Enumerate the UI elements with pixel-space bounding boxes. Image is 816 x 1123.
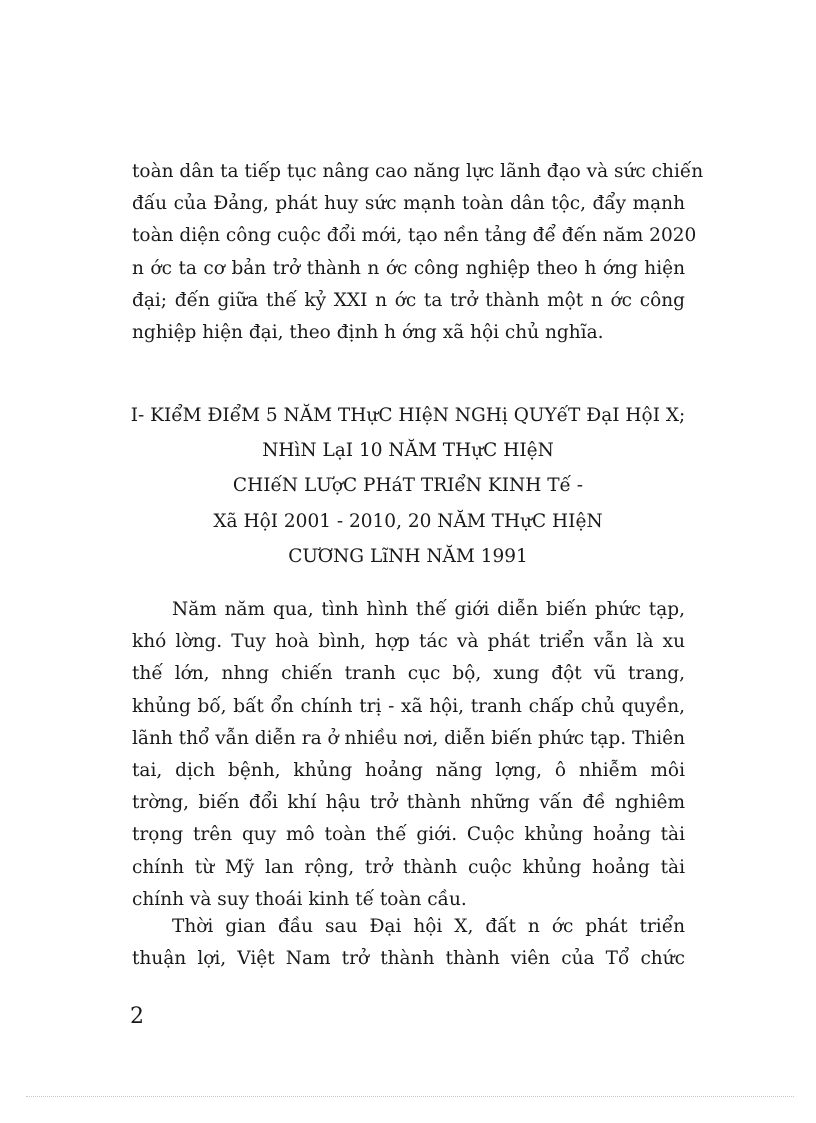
heading-line: CƯƠNG LĩNH NĂM 1991	[288, 545, 528, 567]
text-line: đại; đến giữa thế kỷ XXI n ớc ta trở thành một n ớc công	[132, 289, 685, 311]
text-line: tai, dịch bệnh, khủng hoảng năng lợng, ô nhiễm môi	[132, 759, 685, 781]
body-paragraph-1	[132, 594, 685, 916]
heading-line: Xã HộI 2001 - 2010, 20 NĂM THựC HIệN	[213, 510, 603, 532]
text-line: toàn dân ta tiếp tục nâng cao năng lực lãnh đạo và sức chiến	[132, 161, 704, 182]
text-line: lãnh thổ vẫn diễn ra ở nhiều nơi, diễn biến phức tạp. Thiên	[132, 727, 686, 749]
text-line: chính từ Mỹ lan rộng, trở thành cuộc khủng hoảng tài	[132, 856, 685, 878]
body-paragraph-2	[132, 911, 685, 975]
text-line: nghiệp hiện đại, theo định h ớng xã hội chủ nghĩa.	[132, 321, 604, 343]
text-line: n ớc ta cơ bản trở thành n ớc công nghiệp theo h ớng hiện	[132, 257, 685, 279]
heading-line: I- KIểM ĐIểM 5 NĂM THựC HIệN NGHị QUYếT ĐạI HộI X;	[130, 405, 686, 426]
section-heading	[110, 398, 706, 574]
text-line: trờng, biến đổi khí hậu trở thành những vấn đề nghiêm	[132, 792, 685, 814]
text-line: khó lờng. Tuy hoà bình, hợp tác và phát triển vẫn là xu	[132, 631, 685, 653]
text-line: chính và suy thoái kinh tế toàn cầu.	[132, 888, 467, 910]
page-number: 2	[130, 1004, 144, 1029]
text-line: Thời gian đầu sau Đại hội X, đất n ớc phát triển	[172, 916, 685, 937]
text-line: thuận lợi, Việt Nam trở thành thành viên của Tổ chức	[132, 948, 685, 970]
intro-paragraph	[132, 156, 704, 349]
text-line: toàn diện công cuộc đổi mới, tạo nền tảng để đến năm 2020	[132, 225, 697, 247]
heading-line: NHìN LạI 10 NĂM THựC HIệN	[262, 440, 554, 462]
text-line: thế lớn, nhng chiến tranh cục bộ, xung đột vũ trang,	[132, 663, 685, 685]
text-line: Năm năm qua, tình hình thế giới diễn biến phức tạp,	[172, 599, 685, 620]
text-line: đấu của Đảng, phát huy sức mạnh toàn dân tộc, đẩy mạnh	[132, 193, 685, 215]
text-line: trọng trên quy mô toàn thế giới. Cuộc khủng hoảng tài	[132, 824, 685, 846]
page-bottom-divider	[26, 1096, 794, 1097]
heading-line: CHIếN LƯợC PHáT TRIểN KINH Tế -	[232, 475, 584, 497]
text-line: khủng bố, bất ổn chính trị - xã hội, tranh chấp chủ quyền,	[132, 695, 685, 717]
